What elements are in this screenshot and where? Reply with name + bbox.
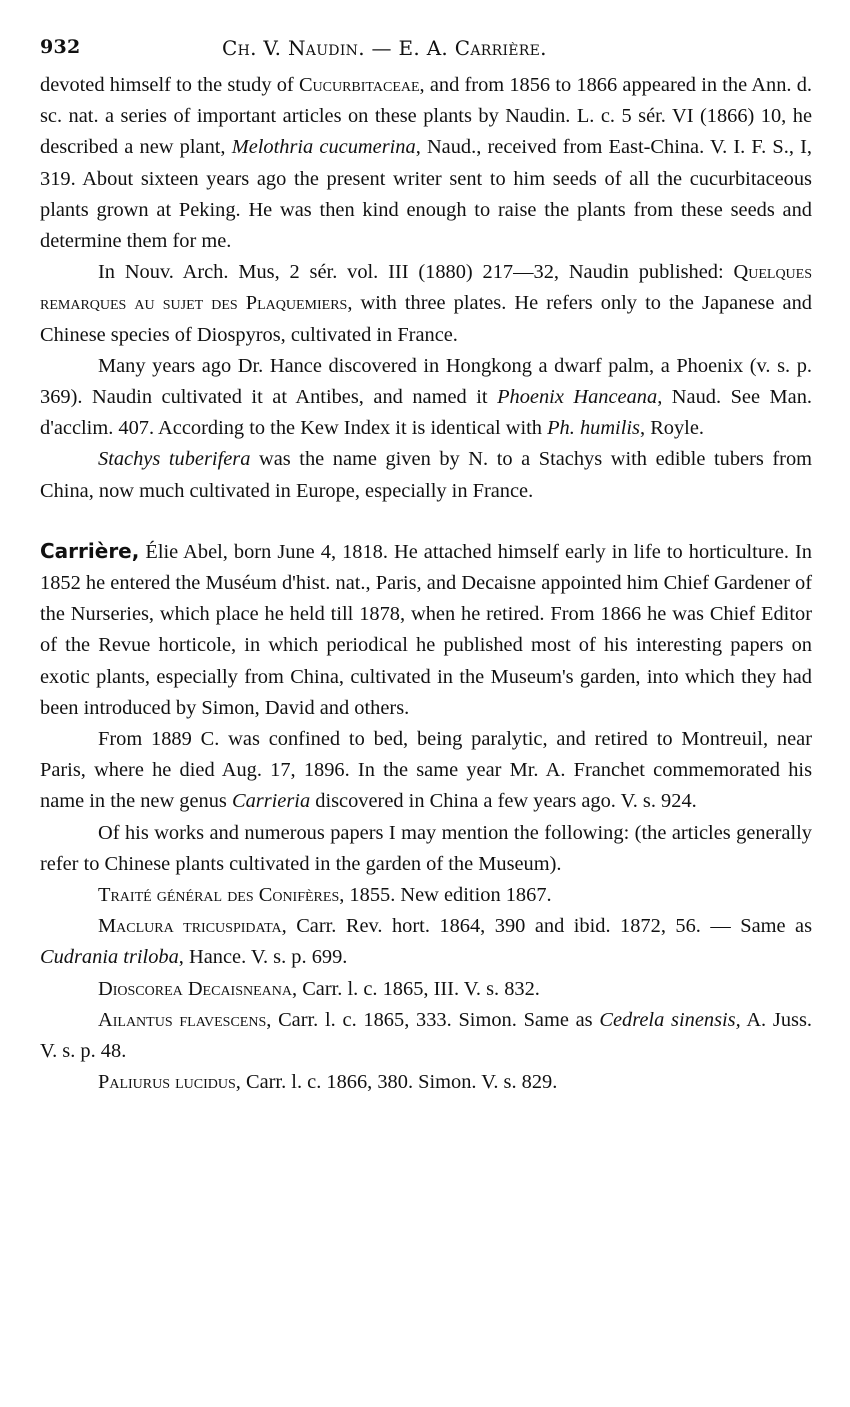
- family-name: Cucurbitaceae: [298, 74, 420, 96]
- work-title: Quelques remarques au sujet des Plaquemiers: [40, 261, 812, 315]
- text-run: , Royle.: [640, 417, 704, 440]
- running-header: [40, 30, 812, 70]
- text-run: Élie Abel, born June 4, 1818. He attached himself early in life to horticulture. In 1852 he entered the Muséum d'hist. nat., Paris, and Decaisne appointed him Chief Gardener of the Nurseries, which place he held till 1878, when he retired. From 1866 he was Chief Editor of the Revue horticole, in which periodical he published most of his interesting papers on exotic plants, especially from China, cultivated in the Museum's garden, into which they had been introduced by Simon, David and others.: [40, 540, 812, 719]
- text-run: , Carr. l. c. 1866, 380. Simon. V. s. 829.: [235, 1071, 558, 1094]
- work-entry-2: [40, 911, 812, 973]
- text-run: A. Juss. V. s. p. 48.: [40, 1008, 812, 1063]
- text-run: , Hance. V. s. p. 699.: [178, 946, 348, 969]
- carriere-paragraph-3: [40, 818, 812, 880]
- work-title: Ailantus flavescens: [98, 1008, 267, 1031]
- naudin-paragraph-1: [40, 70, 812, 257]
- species-name: Ph. humilis: [547, 417, 640, 440]
- text-run: devoted himself to the study of: [40, 74, 299, 96]
- species-name: Cudrania triloba: [40, 946, 179, 969]
- species-name: Stachys tuberifera: [98, 448, 251, 471]
- text-run: , 1855. New edition 1867.: [339, 884, 552, 907]
- text-run: From 1889 C. was confined to bed, being paralytic, and retired to Montreuil, near Paris, where he died Aug. 17, 1896. In the same year Mr. A. Franchet commemorated his name in the new genus: [40, 728, 812, 813]
- naudin-paragraph-2: [40, 257, 812, 351]
- species-name: Melothria cucumerina: [231, 136, 416, 159]
- work-entry-5: [40, 1067, 812, 1098]
- text-run: Of his works and numerous papers I may mention the following: (the articles generally refer to Chinese plants cultivated in the garden of the Museum).: [40, 821, 812, 875]
- page-number: 932: [40, 36, 81, 58]
- work-entry-4: [40, 1005, 812, 1067]
- text-run: , with three plates. He refers only to the Japanese and Chinese species of Diospyros, cultivated in France.: [40, 292, 812, 346]
- work-title: Maclura tricuspidata: [98, 915, 282, 938]
- text-run: was the name given by N. to a Stachys with edible tubers from China, now much cultivated in Europe, especially in France.: [40, 448, 813, 502]
- carriere-paragraph-2: [40, 724, 812, 818]
- text-run: , Naud., received from East-China. V. I. F. S., I, 319. About sixteen years ago the present writer sent to him seeds of all the cucurbitaceous plants grown at Peking. He was then kind enough to raise the plants from these seeds and determine them for me.: [40, 136, 812, 253]
- species-name: Phoenix Hanceana: [497, 386, 658, 409]
- naudin-paragraph-4: [40, 444, 812, 506]
- naudin-paragraph-3: [40, 351, 812, 445]
- work-title: Paliurus lucidus: [98, 1071, 236, 1094]
- biography-heading-name: Carrière,: [40, 538, 140, 563]
- document-page: [40, 30, 812, 1099]
- work-entry-3: [40, 974, 812, 1005]
- text-run: In Nouv. Arch. Mus, 2 sér. vol. III (1880) 217—32, Naudin published:: [98, 261, 734, 284]
- text-run: , Carr. l. c. 1865, 333. Simon. Same as: [266, 1008, 600, 1031]
- text-run: , Carr. Rev. hort. 1864, 390 and ibid. 1872, 56. — Same as: [281, 915, 813, 938]
- text-run: discovered in China a few years ago. V. s. 924.: [310, 790, 697, 813]
- species-name: Cedrela sinensis,: [599, 1008, 741, 1031]
- text-run: , Naud. See Man. d'acclim. 407. According to the Kew Index it is identical with: [40, 386, 812, 440]
- work-title: Traité général des Conifères: [98, 884, 340, 907]
- carriere-paragraph-1: [40, 536, 812, 724]
- genus-name: Carrieria: [231, 790, 311, 813]
- running-title: Ch. V. Naudin. — E. A. Carrière.: [222, 36, 547, 60]
- work-title: Dioscorea Decaisneana: [98, 977, 292, 1000]
- work-entry-1: [40, 880, 812, 911]
- text-run: Many years ago Dr. Hance discovered in Hongkong a dwarf palm, a Phoenix (v. s. p. 369). Naudin cultivated it at Antibes, and named it: [40, 354, 812, 409]
- text-run: , and from 1856 to 1866 appeared in the Ann. d. sc. nat. a series of important articles on these plants by Naudin. L. c. 5 sér. VI (1866) 10, he described a new plant,: [40, 74, 812, 159]
- text-run: , Carr. l. c. 1865, III. V. s. 832.: [292, 977, 540, 1000]
